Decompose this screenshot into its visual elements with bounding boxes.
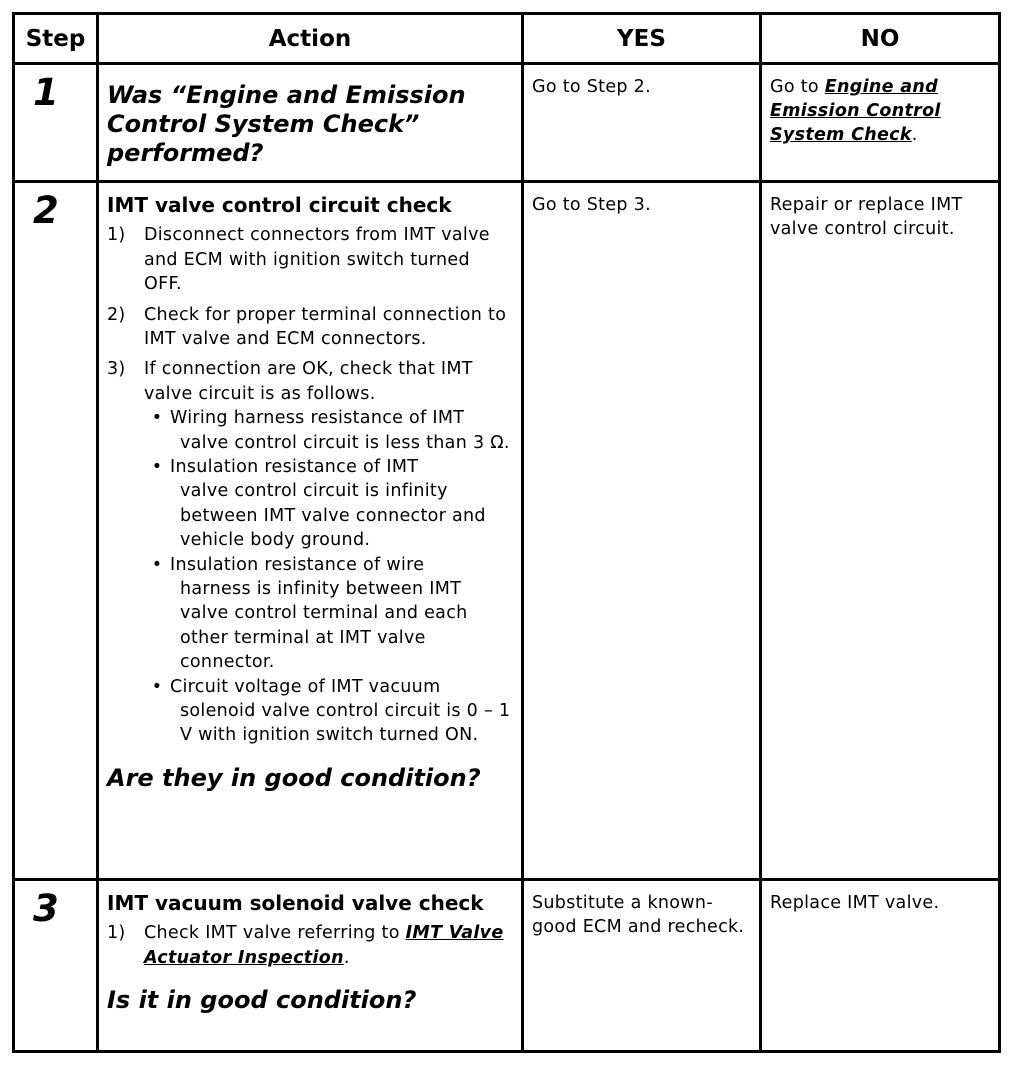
item-number: 2) [107,304,126,325]
bullet-text-first: Insulation resistance of IMT [170,457,419,478]
item-text: Check for proper terminal connection to IMT valve and ECM connectors. [144,304,507,349]
table-row-step-3 [14,880,1000,1052]
action-item [107,223,513,296]
bullet-text-first: Circuit voltage of IMT vacuum [170,676,441,697]
bullet-icon: • [151,408,163,429]
no-text-prefix: Go to [770,77,825,97]
action-question: Are they in good condition? [107,763,481,792]
action-heading: IMT valve control circuit check [107,193,452,218]
item-text-prefix: Check IMT valve referring to [144,923,406,944]
diagnostic-table [12,12,1001,1053]
bullet-text-rest: valve control circuit is infinity between IMT valve connector and vehicle body ground. [180,481,486,551]
bullet-item [144,455,513,553]
yes-cell: Go to Step 2. [523,64,761,182]
step-number: 3 [14,880,98,1052]
no-cell: Repair or replace IMT valve control circuit. [761,182,1000,880]
engine-emission-check-link[interactable]: Engine and Emission Control System Check [770,77,941,145]
action-item [107,357,513,406]
header-row [14,14,1000,64]
header-yes: YES [523,14,761,64]
bullet-icon: • [151,457,163,478]
bullet-item [144,675,513,748]
item-text: If connection are OK, check that IMT valve circuit is as follows. [144,359,473,404]
action-question: Was “Engine and Emission Control System Check” performed? [107,81,466,167]
bullet-item [144,553,513,675]
bullet-text-first: Wiring harness resistance of IMT [170,408,465,429]
action-cell [98,880,523,1052]
action-question: Is it in good condition? [107,986,417,1015]
item-text [144,921,513,970]
item-text: Disconnect connectors from IMT valve and ECM with ignition switch turned OFF. [144,225,490,295]
imt-valve-actuator-inspection-link[interactable]: IMT Valve Actuator Inspection [144,923,504,968]
bullet-text-first: Insulation resistance of wire [170,554,425,575]
no-cell [761,64,1000,182]
bullet-text-rest: valve control circuit is less than 3 Ω. [180,432,510,453]
step-number: 1 [14,64,98,182]
no-text-suffix: . [911,125,918,145]
header-step: Step [14,14,98,64]
bullet-list [144,406,513,748]
action-cell [98,64,523,182]
item-number: 1) [107,225,126,246]
header-no: NO [761,14,1000,64]
bullet-text-rest: harness is infinity between IMT valve control terminal and each other terminal at IMT valve connector. [180,579,468,673]
item-number: 3) [107,359,126,380]
action-cell [98,182,523,880]
table-row-step-1 [14,64,1000,182]
yes-cell: Substitute a known-good ECM and recheck. [523,880,761,1052]
item-text-suffix: . [343,947,350,968]
action-heading: IMT vacuum solenoid valve check [107,891,484,916]
action-item [107,303,513,352]
table-row-step-2 [14,182,1000,880]
bullet-icon: • [151,554,163,575]
bullet-icon: • [151,676,163,697]
yes-cell: Go to Step 3. [523,182,761,880]
item-number: 1) [107,923,126,944]
step-number: 2 [14,182,98,880]
bullet-text-rest: solenoid valve control circuit is 0 – 1 V with ignition switch turned ON. [180,701,511,746]
header-action: Action [98,14,523,64]
action-item [107,921,513,970]
bullet-item [144,406,513,455]
no-cell: Replace IMT valve. [761,880,1000,1052]
